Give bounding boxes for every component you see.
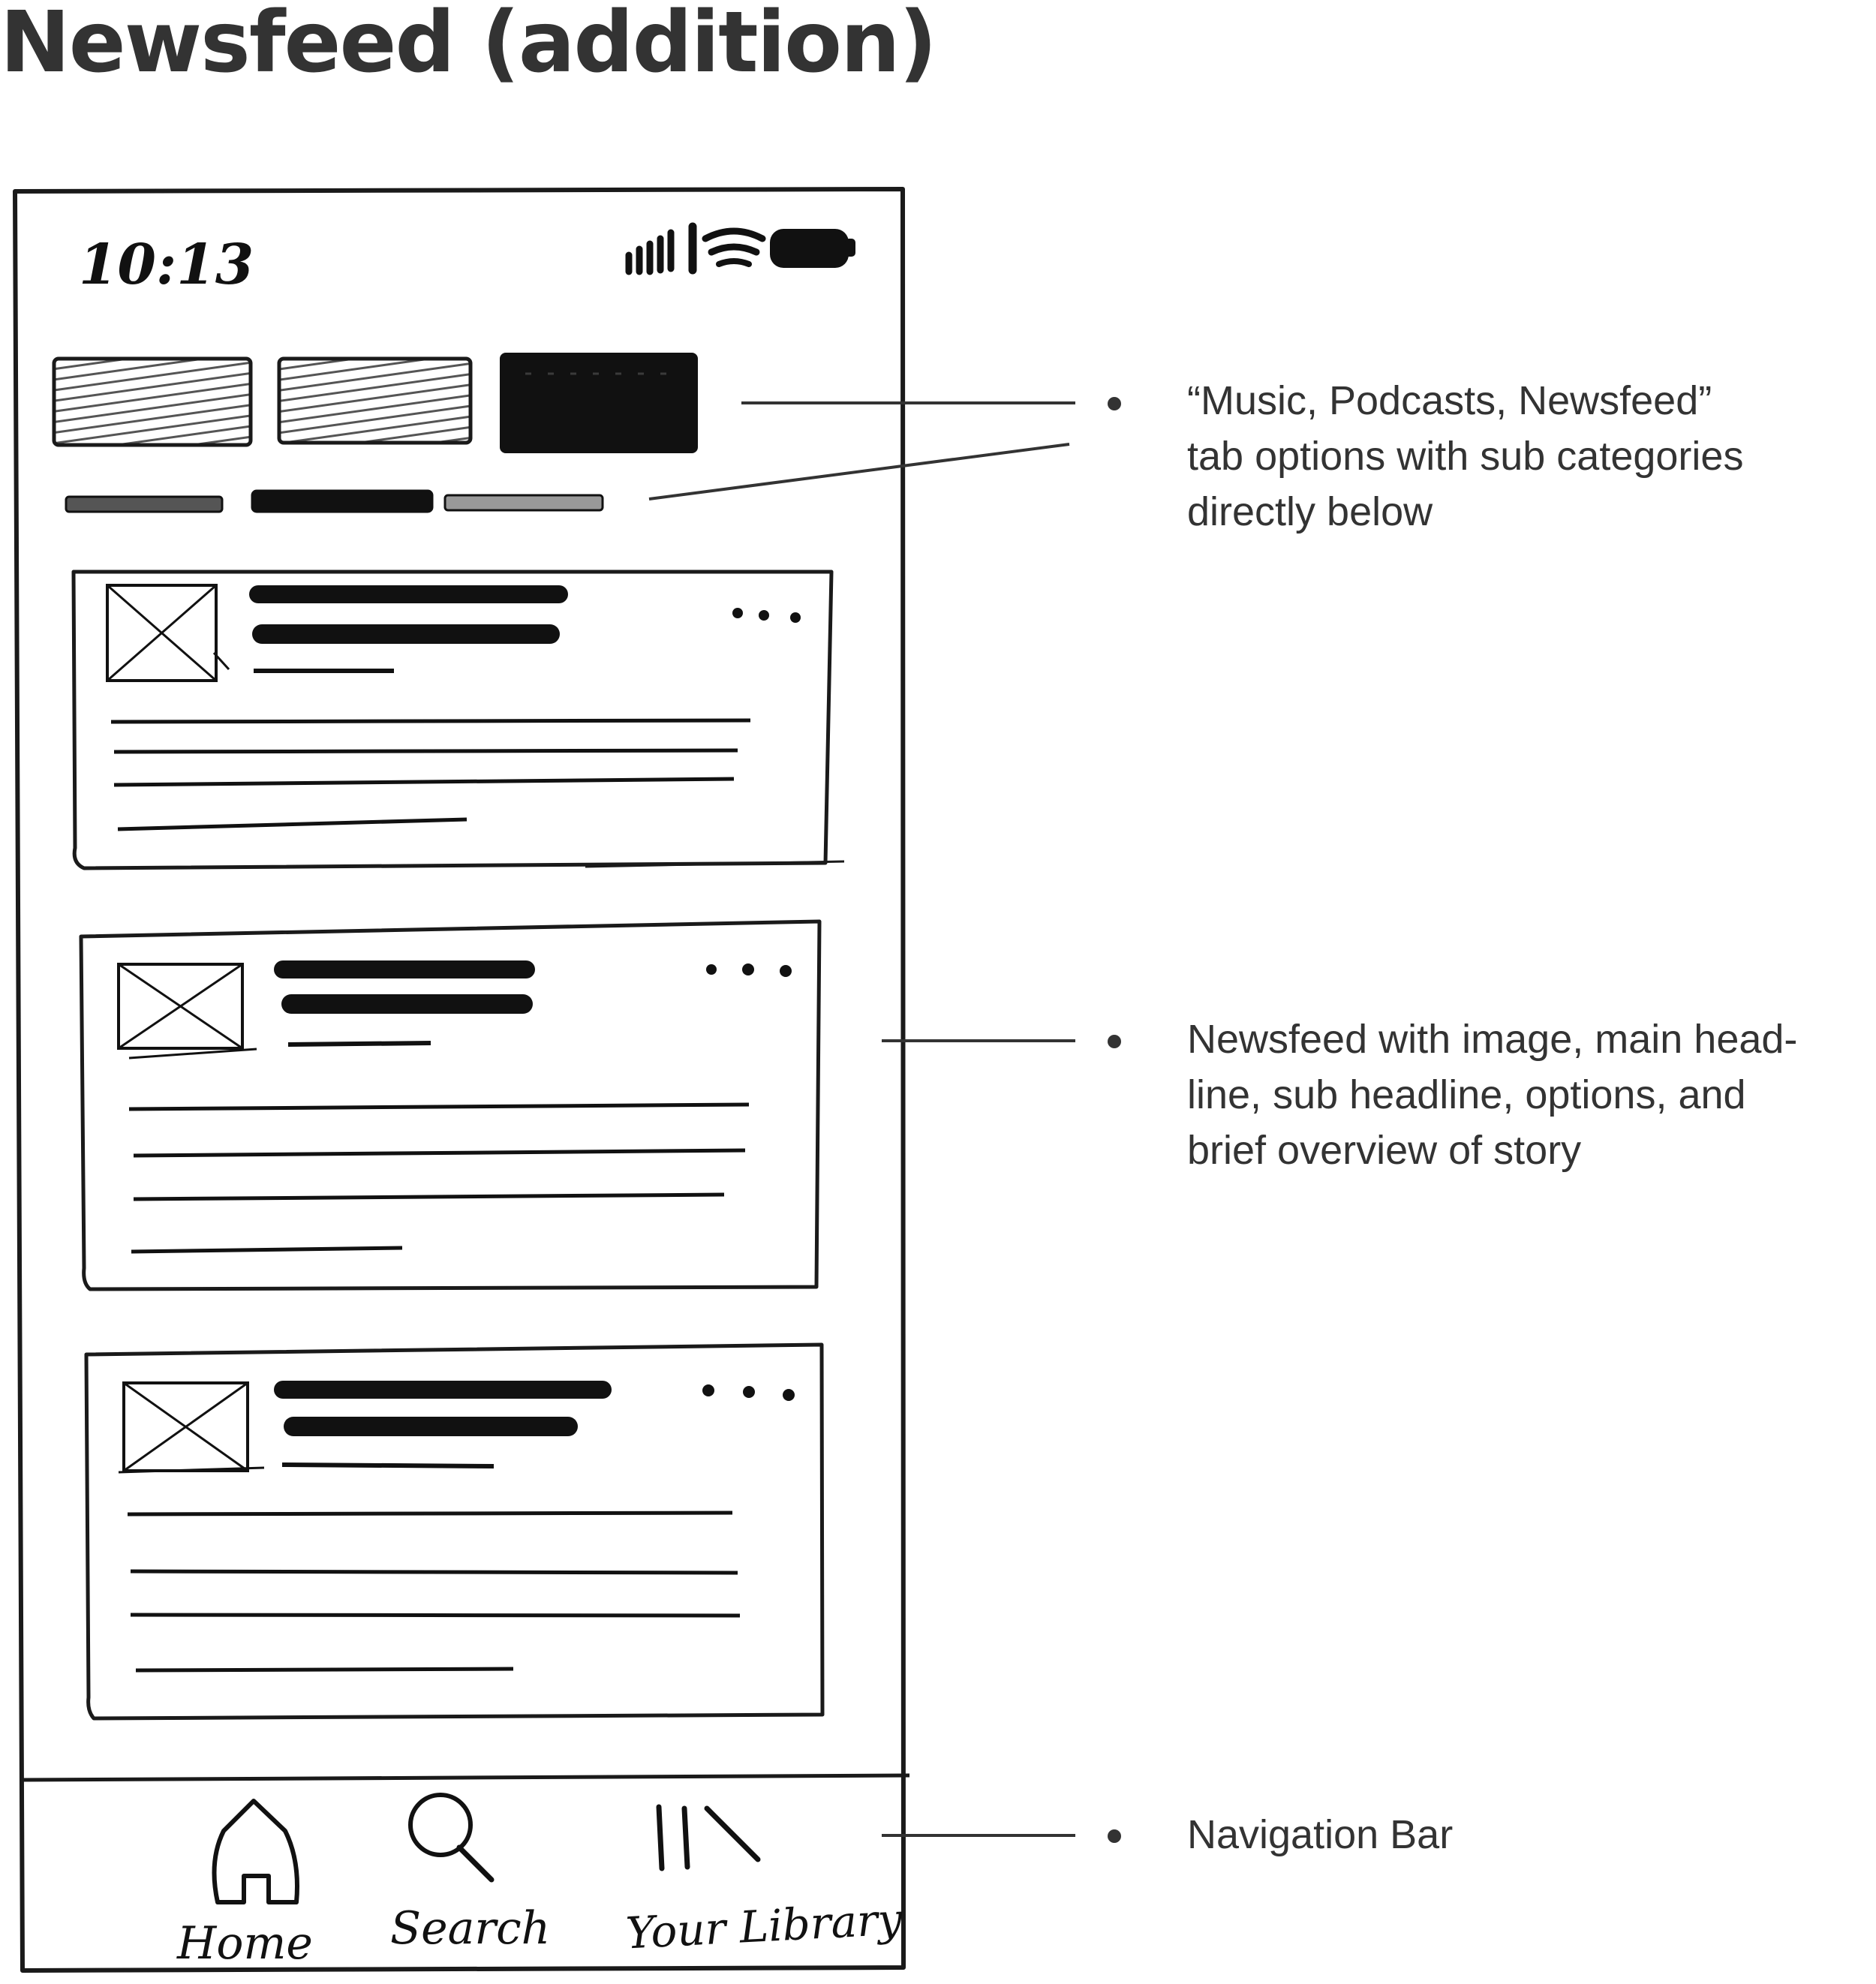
- status-time: 10:13: [79, 233, 254, 297]
- main-headline: [274, 1381, 612, 1399]
- story-meta: [282, 1465, 494, 1466]
- annotation-newsfeed: [1187, 1012, 1797, 1178]
- annotation-line: brief overview of story: [1187, 1128, 1582, 1173]
- annotation-line: directly below: [1187, 489, 1433, 534]
- tab-music[interactable]: [54, 359, 251, 445]
- bullet-icon: [1108, 397, 1121, 410]
- nav-search-label: Search: [390, 1902, 551, 1955]
- sub-category-1[interactable]: [66, 497, 222, 512]
- annotation-line: line, sub headline, options, and: [1187, 1072, 1746, 1117]
- annotation-line: “Music, Podcasts, Newsfeed”: [1187, 378, 1712, 423]
- page-title: Newsfeed (addition): [0, 0, 936, 92]
- bullet-icon: [1108, 1829, 1121, 1843]
- main-headline: [249, 585, 568, 603]
- tab-bar: [54, 354, 696, 452]
- sub-headline: [252, 624, 560, 644]
- battery-icon: [770, 229, 855, 268]
- annotation-line: Newsfeed with image, main head-: [1187, 1017, 1798, 1062]
- nav-home-label: Home: [177, 1917, 313, 1970]
- tab-podcasts[interactable]: [279, 359, 471, 443]
- nav-library-label: Your Library: [624, 1893, 904, 1959]
- tab-newsfeed[interactable]: [501, 354, 696, 452]
- phone-frame: [15, 189, 903, 1970]
- annotation-line: tab options with sub categories: [1187, 434, 1744, 479]
- main-headline: [274, 960, 535, 978]
- sub-category-3[interactable]: [445, 495, 603, 510]
- sub-headline: [284, 1417, 578, 1436]
- annotation-line: Navigation Bar: [1187, 1812, 1454, 1857]
- bullet-icon: [1108, 1035, 1121, 1048]
- sub-headline: [281, 994, 533, 1014]
- annotation-nav: [1187, 1807, 1453, 1862]
- annotation-tabs: [1187, 373, 1743, 540]
- sub-category-2[interactable]: [252, 491, 432, 512]
- story-meta: [288, 1043, 431, 1045]
